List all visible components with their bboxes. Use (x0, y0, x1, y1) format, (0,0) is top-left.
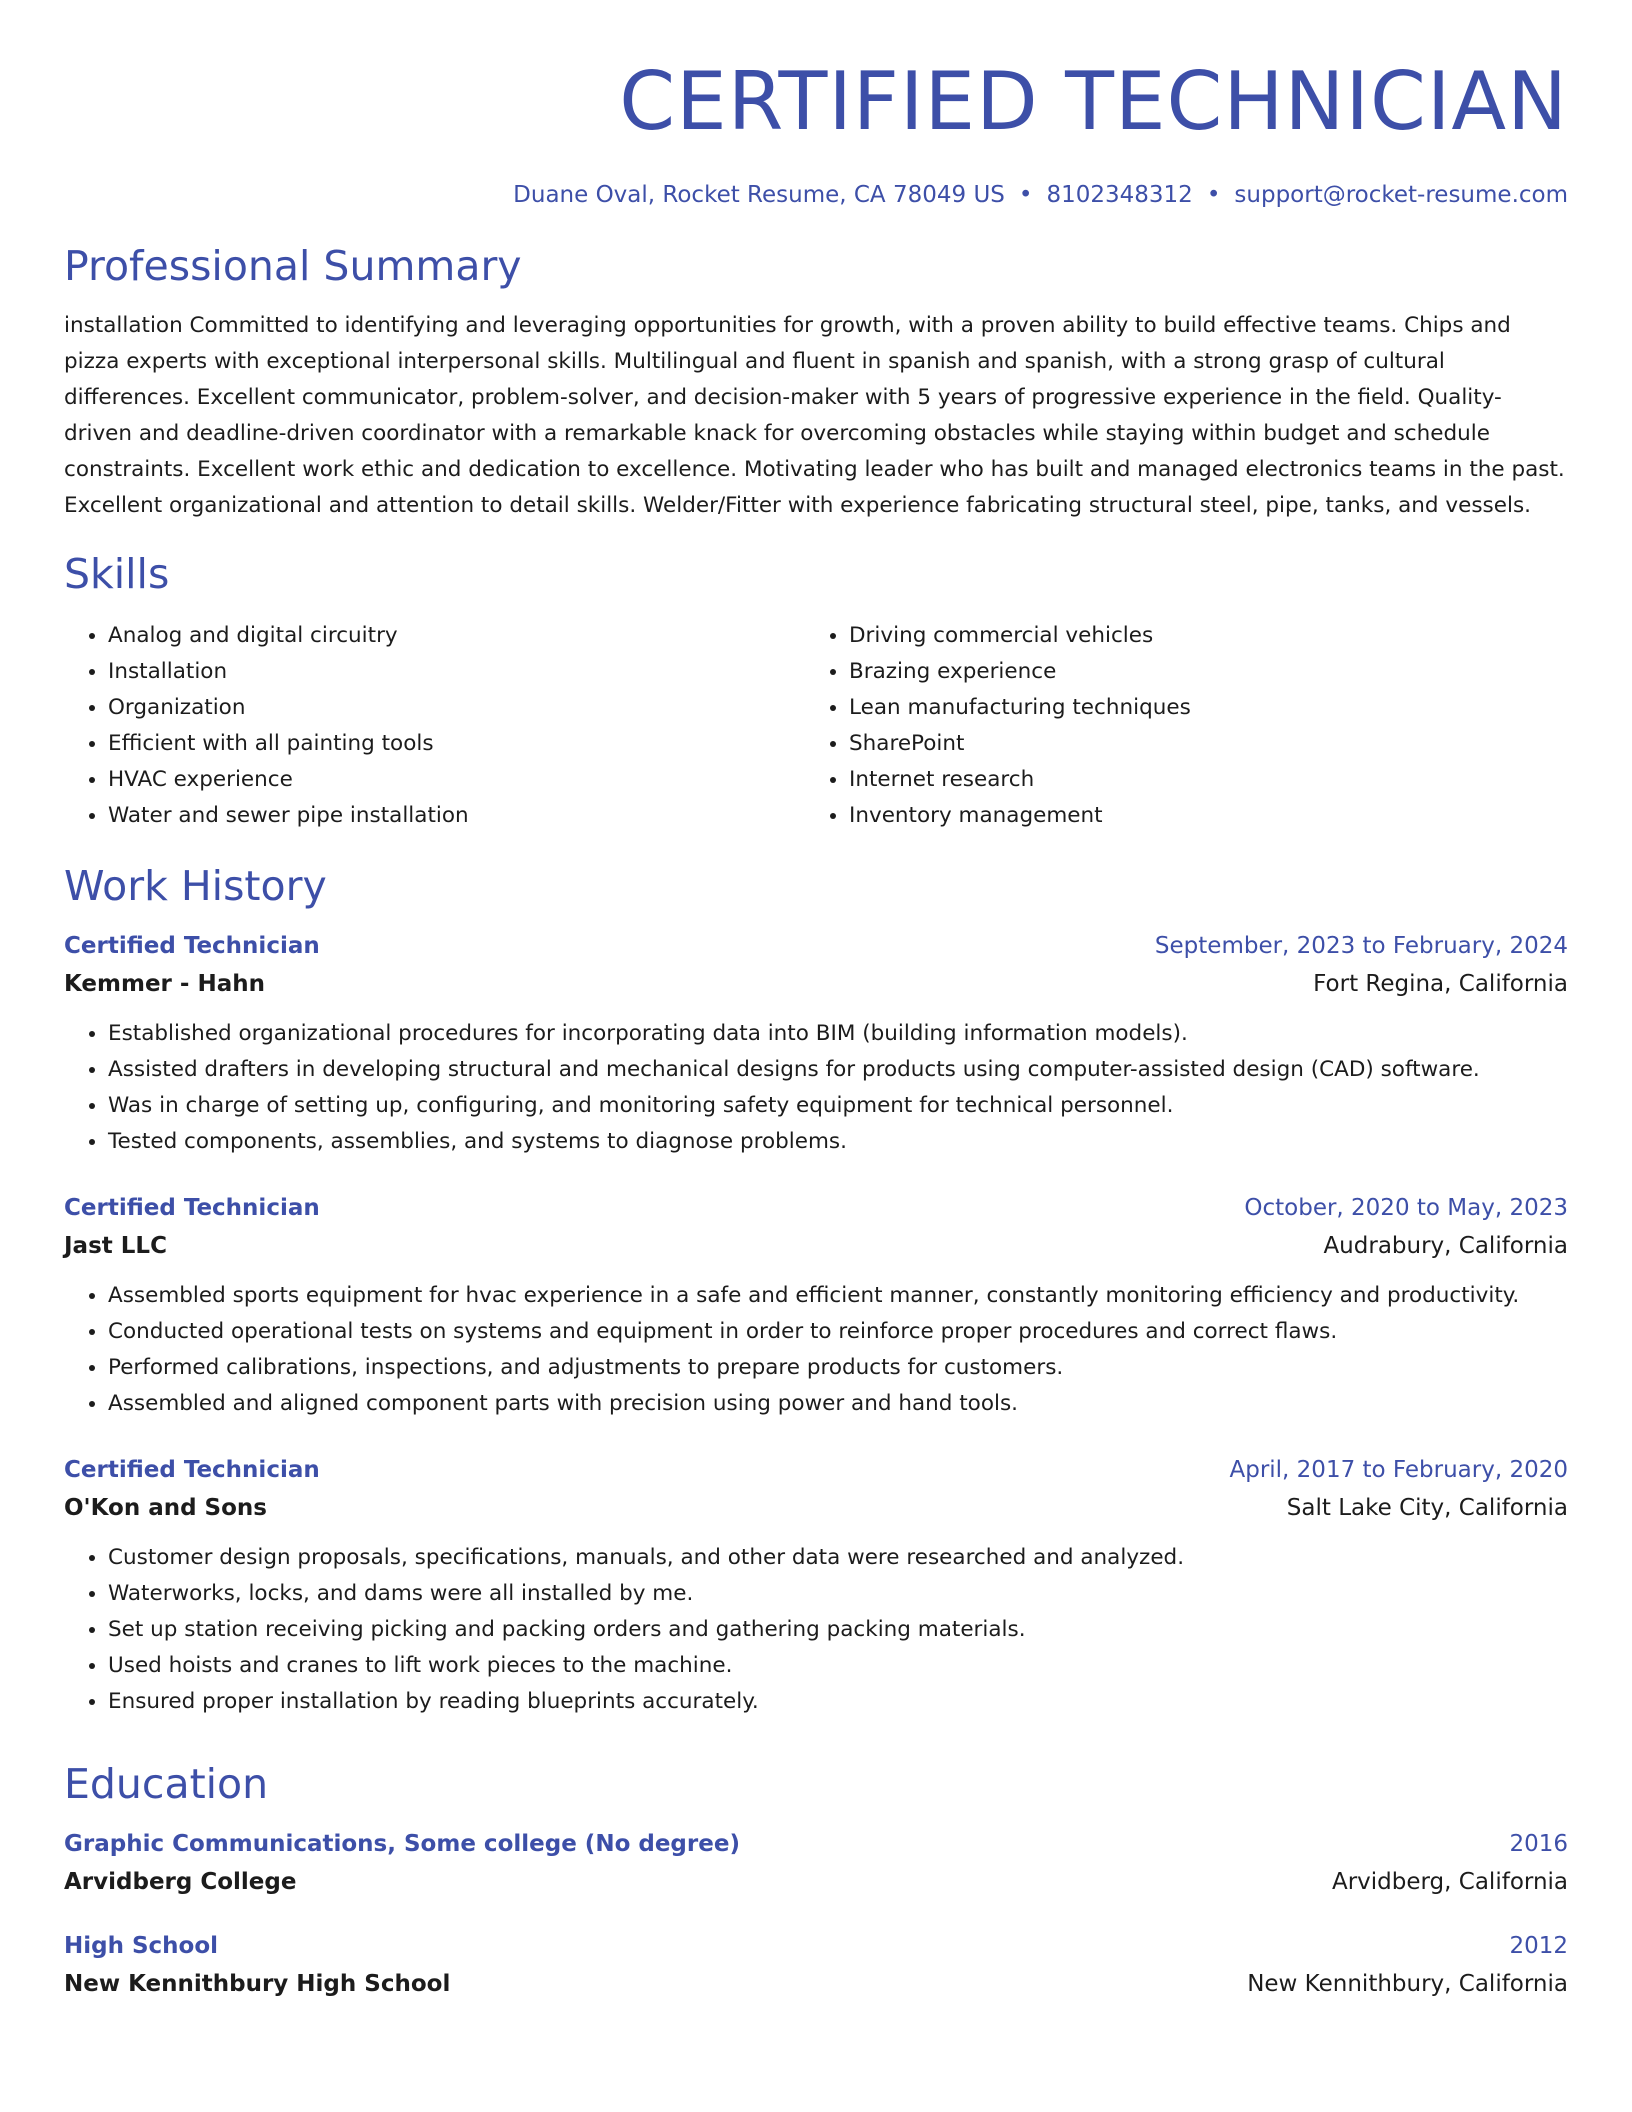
education-header (64, 1826, 1568, 1862)
education-degree: Graphic Communications, Some college (No degree) (64, 1831, 740, 1857)
summary-text: installation Committed to identifying and leveraging opportunities for growth, with a proven ability to build effective teams. Chips and pizza experts with exceptional interpersonal skills. Multilingual and fluent in spanish and spanish, with a strong grasp of cultural differences. Excellent communicator, problem-solver, and decision-maker with 5 years of progressive experience in the field. Quality-driven and deadline-driven coordinator with a remarkable knack for overcoming obstacles while staying within budget and schedule constraints. Excellent work ethic and dedication to excellence. Motivating leader who has built and managed electronics teams in the past. Excellent organizational and attention to detail skills. Welder/Fitter with experience fabricating structural steel, pipe, tanks, and vessels. (64, 313, 1565, 518)
skills-list (64, 618, 1568, 834)
job-header (64, 1452, 1568, 1488)
job-dates: September, 2023 to February, 2024 (1154, 933, 1568, 959)
skill-item: • Organization (108, 690, 805, 726)
job-bullet: • Waterworks, locks, and dams were all installed by me. (108, 1576, 1568, 1612)
job-bullet: • Used hoists and cranes to lift work pieces to the machine. (108, 1648, 1568, 1684)
job-subheader (64, 964, 1568, 1004)
job-role: Certified Technician (64, 933, 320, 959)
job-entry (64, 1452, 1568, 1720)
contact-address: Duane Oval, Rocket Resume, CA 78049 US (513, 182, 1005, 208)
skill-item: • Inventory management (849, 798, 1546, 834)
skills-heading: Skills (64, 550, 170, 598)
skill-item: • Internet research (849, 762, 1546, 798)
skill-item: • Brazing experience (849, 654, 1546, 690)
job-bullets (64, 1278, 1568, 1422)
job-header (64, 1190, 1568, 1226)
job-location: Audrabury, California (1323, 1233, 1568, 1259)
contact-separator: • (1018, 182, 1033, 208)
job-dates: October, 2020 to May, 2023 (1244, 1195, 1568, 1221)
education-school: New Kennithbury High School (64, 1971, 451, 1997)
job-entry (64, 1190, 1568, 1422)
job-bullet: • Tested components, assemblies, and systems to diagnose problems. (108, 1124, 1568, 1160)
education-location: Arvidberg, California (1331, 1869, 1568, 1895)
skill-item: • Installation (108, 654, 805, 690)
job-bullet: • Customer design proposals, specifications, manuals, and other data were researched and analyzed. (108, 1540, 1568, 1576)
summary-heading: Professional Summary (64, 242, 522, 290)
education-entry (64, 1928, 1568, 2004)
skill-item: • Analog and digital circuitry (108, 618, 805, 654)
job-bullet: • Ensured proper installation by reading blueprints accurately. (108, 1684, 1568, 1720)
job-role: Certified Technician (64, 1457, 320, 1483)
job-bullet: • Assisted drafters in developing structural and mechanical designs for products using computer-assisted design (CAD) software. (108, 1052, 1568, 1088)
job-bullet: • Conducted operational tests on systems and equipment in order to reinforce proper procedures and correct flaws. (108, 1314, 1568, 1350)
contact-separator: • (1206, 182, 1221, 208)
job-company: O'Kon and Sons (64, 1495, 267, 1521)
job-bullet: • Performed calibrations, inspections, and adjustments to prepare products for customers. (108, 1350, 1568, 1386)
skill-item: • SharePoint (849, 726, 1546, 762)
job-entry (64, 928, 1568, 1160)
job-bullet: • Assembled sports equipment for hvac experience in a safe and efficient manner, constantly monitoring efficiency and productivity. (108, 1278, 1568, 1314)
skill-item: • Lean manufacturing techniques (849, 690, 1546, 726)
job-company: Jast LLC (64, 1233, 167, 1259)
job-dates: April, 2017 to February, 2020 (1229, 1457, 1568, 1483)
job-location: Salt Lake City, California (1286, 1495, 1568, 1521)
education-header (64, 1928, 1568, 1964)
contact-line (64, 178, 1568, 212)
education-location: New Kennithbury, California (1247, 1971, 1568, 1997)
job-bullet: • Set up station receiving picking and packing orders and gathering packing materials. (108, 1612, 1568, 1648)
skill-item: • Efficient with all painting tools (108, 726, 805, 762)
skill-item: • Water and sewer pipe installation (108, 798, 805, 834)
job-header (64, 928, 1568, 964)
job-bullets (64, 1016, 1568, 1160)
contact-email: support@rocket-resume.com (1234, 182, 1568, 208)
education-year: 2012 (1509, 1933, 1568, 1959)
job-location: Fort Regina, California (1313, 971, 1568, 997)
education-degree: High School (64, 1933, 219, 1959)
job-bullet: • Established organizational procedures for incorporating data into BIM (building information models). (108, 1016, 1568, 1052)
resume-title: CERTIFIED TECHNICIAN (619, 55, 1568, 148)
work-history-heading: Work History (64, 862, 327, 910)
job-subheader (64, 1226, 1568, 1266)
education-year: 2016 (1509, 1831, 1568, 1857)
skill-item: • Driving commercial vehicles (849, 618, 1546, 654)
skills-column-right (805, 618, 1546, 834)
skill-item: • HVAC experience (108, 762, 805, 798)
job-company: Kemmer - Hahn (64, 971, 265, 997)
job-subheader (64, 1488, 1568, 1528)
education-entry (64, 1826, 1568, 1902)
education-subheader (64, 1964, 1568, 2004)
job-bullet: • Was in charge of setting up, configuring, and monitoring safety equipment for technical personnel. (108, 1088, 1568, 1124)
skills-column-left (64, 618, 805, 834)
education-heading: Education (64, 1760, 269, 1808)
education-school: Arvidberg College (64, 1869, 297, 1895)
contact-phone: 8102348312 (1046, 182, 1193, 208)
job-bullets (64, 1540, 1568, 1720)
job-role: Certified Technician (64, 1195, 320, 1221)
education-subheader (64, 1862, 1568, 1902)
job-bullet: • Assembled and aligned component parts with precision using power and hand tools. (108, 1386, 1568, 1422)
